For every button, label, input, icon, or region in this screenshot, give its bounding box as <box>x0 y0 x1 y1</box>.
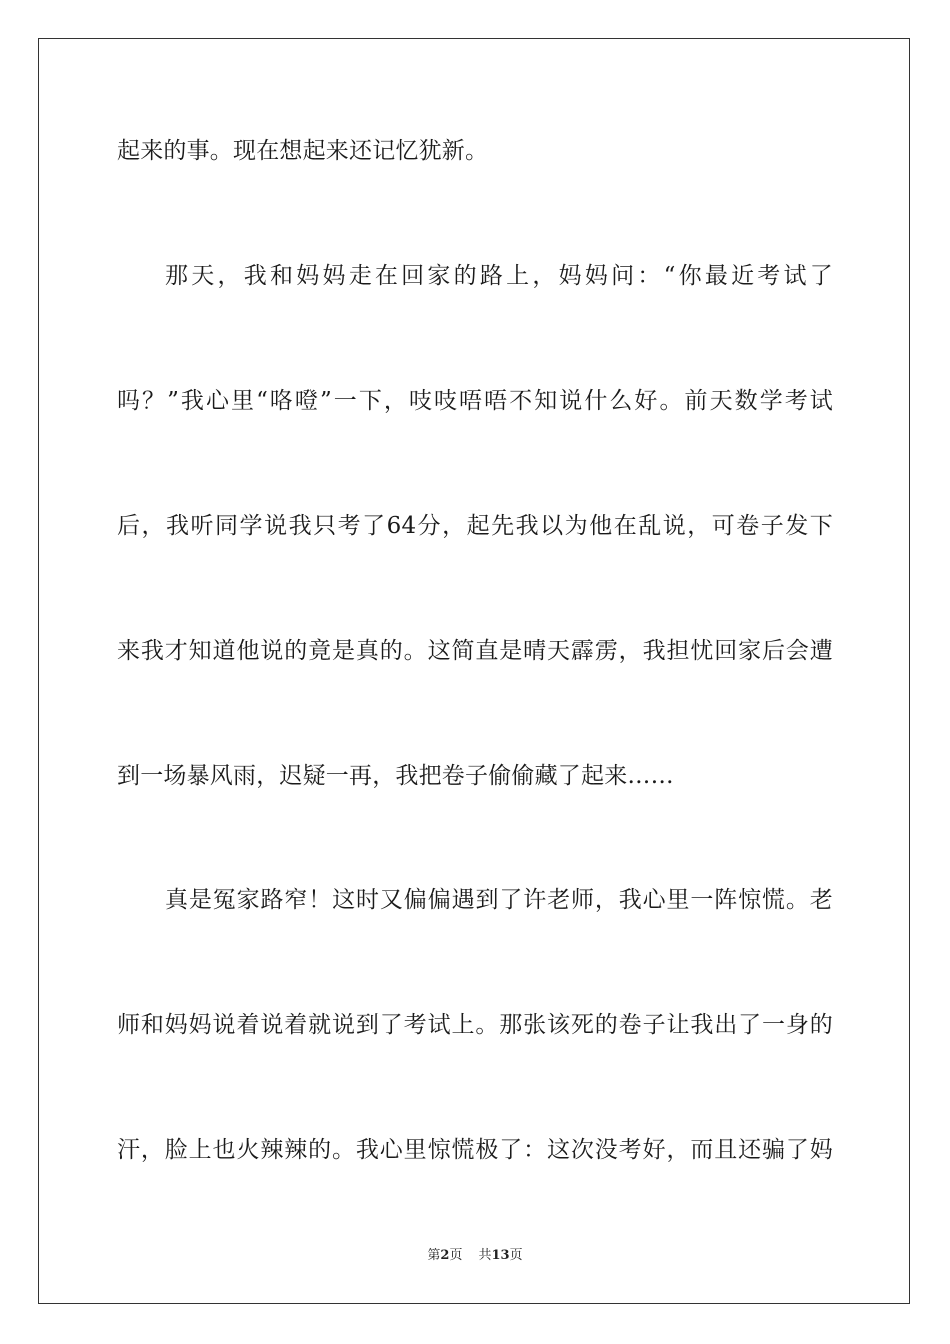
text-line-5: 来我才知道他说的竟是真的。这简直是晴天霹雳，我担忧回家后会遭 <box>117 638 833 664</box>
text-line-3: 吗？”我心里“咯噔”一下，吱吱唔唔不知说什么好。前天数学考试 <box>117 388 833 414</box>
text-line-9: 汗，脸上也火辣辣的。我心里惊慌极了：这次没考好，而且还骗了妈 <box>117 1137 833 1163</box>
footer-total-suffix: 页 <box>509 1248 523 1263</box>
text-line-6: 到一场暴风雨，迟疑一再，我把卷子偷偷藏了起来…… <box>117 763 674 789</box>
footer-page-prefix: 第 <box>427 1248 441 1263</box>
text-line-2: 那天，我和妈妈走在回家的路上，妈妈问：“你最近考试了 <box>165 263 833 289</box>
text-line-7: 真是冤家路窄！这时又偏偏遇到了许老师，我心里一阵惊慌。老 <box>165 887 833 913</box>
page-footer <box>0 1247 950 1265</box>
page-border <box>38 38 910 1304</box>
footer-page-suffix: 页 <box>449 1248 463 1263</box>
footer-total-pages: 13 <box>491 1248 510 1263</box>
footer-total-prefix: 共 <box>478 1248 492 1263</box>
text-line-1: 起来的事。现在想起来还记忆犹新。 <box>117 138 489 164</box>
footer-page-number: 2 <box>440 1248 450 1263</box>
text-line-4: 后，我听同学说我只考了64分，起先我以为他在乱说，可卷子发下 <box>117 513 833 539</box>
text-line-8: 师和妈妈说着说着就说到了考试上。那张该死的卷子让我出了一身的 <box>117 1012 833 1038</box>
